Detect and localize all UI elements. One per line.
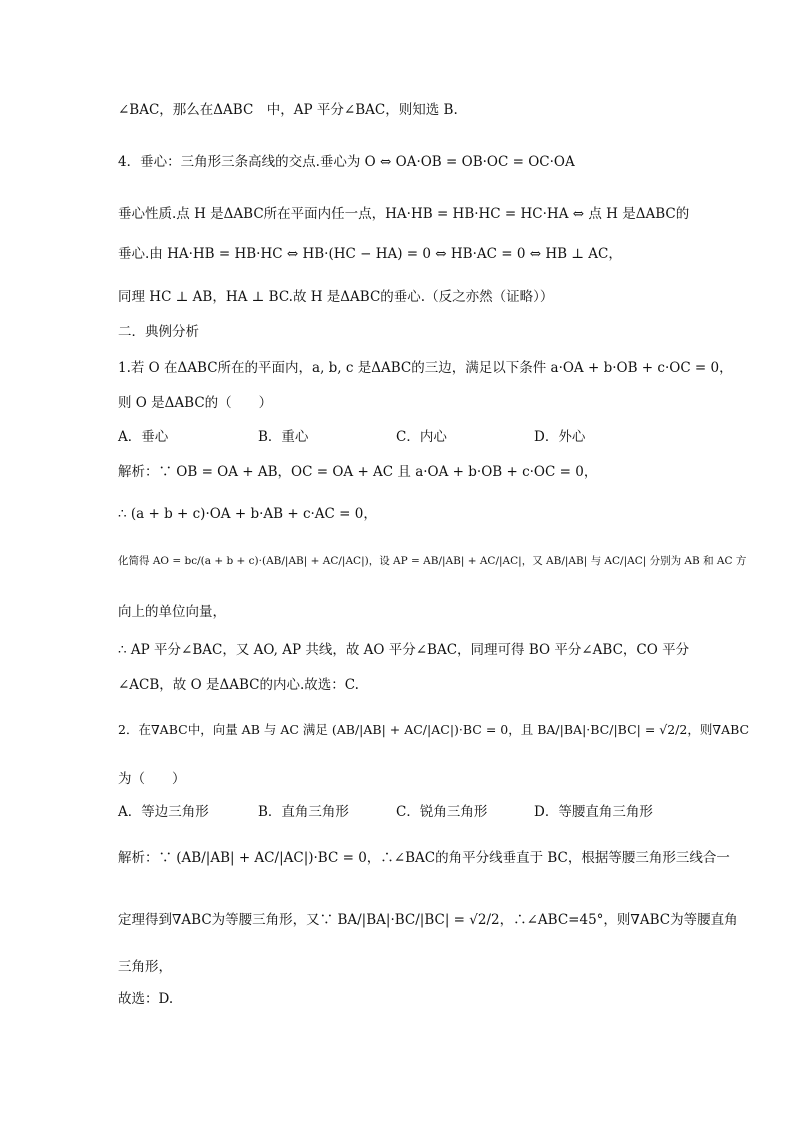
q2-option-a: A．等边三角形 <box>118 804 209 820</box>
solution-1-line-5: ∴ AP 平分∠BAC，又 AO, AP 共线，故 AO 平分∠BAC，同理可得 BO 平分∠ABC，CO 平分 <box>118 642 690 658</box>
text-line-3: 垂心性质.点 H 是ΔABC所在平面内任一点，HA·HB = HB·HC = HC·HA ⇔ 点 H 是ΔABC的 <box>118 206 690 222</box>
solution-2-line-3: 三角形， <box>118 959 172 975</box>
solution-1-line-1: 解析：∵ OB = OA + AB，OC = OA + AC 且 a·OA + b·OB + c·OC = 0， <box>118 464 598 480</box>
text-line-4: 垂心.由 HA·HB = HB·HC ⇔ HB·(HC − HA) = 0 ⇔ HB·AC = 0 ⇔ HB ⊥ AC， <box>118 246 622 262</box>
solution-1-line-2: ∴ (a + b + c)·OA + b·AB + c·AC = 0， <box>118 506 377 522</box>
question-2-stem-cont: 为（ ） <box>118 771 186 787</box>
q1-option-d: D．外心 <box>534 429 586 445</box>
solution-1-line-3: 化简得 AO = bc/(a + b + c)·(AB/|AB| + AC/|AC|)，设 AP = AB/|AB| + AC/|AC|，又 AB/|AB| 与 AC/|AC| 分别为 AB 和 AC 方 <box>118 555 747 567</box>
solution-2-line-2: 定理得到∇ABC为等腰三角形，又∵ BA/|BA|·BC/|BC| = √2/2，∴∠ABC=45°，则∇ABC为等腰直角 <box>118 912 738 928</box>
solution-2-line-4: 故选：D. <box>118 991 174 1007</box>
solution-1-line-4: 向上的单位向量， <box>118 604 226 620</box>
q2-option-d: D．等腰直角三角形 <box>534 804 653 820</box>
q2-option-c: C．锐角三角形 <box>396 804 488 820</box>
solution-2-line-1: 解析：∵ (AB/|AB| + AC/|AC|)·BC = 0，∴∠BAC的角平分线垂直于 BC，根据等腰三角形三线合一 <box>118 850 730 866</box>
text-line-1: ∠BAC，那么在ΔABC 中，AP 平分∠BAC，则知选 B. <box>118 102 458 118</box>
text-line-2: 4．垂心：三角形三条高线的交点.垂心为 O ⇔ OA·OB = OB·OC = OC·OA <box>118 154 575 170</box>
q1-option-b: B．重心 <box>258 429 309 445</box>
section-heading: 二．典例分析 <box>118 324 199 340</box>
q1-option-c: C．内心 <box>396 429 447 445</box>
solution-1-line-6: ∠ACB，故 O 是ΔABC的内心.故选：C. <box>118 677 359 693</box>
question-2-stem: 2．在∇ABC中，向量 AB 与 AC 满足 (AB/|AB| + AC/|AC|)·BC = 0，且 BA/|BA|·BC/|BC| = √2/2，则∇ABC <box>118 722 750 737</box>
q2-option-b: B．直角三角形 <box>258 804 349 820</box>
question-1-stem-cont: 则 O 是ΔABC的（ ） <box>118 395 273 411</box>
q1-option-a: A．垂心 <box>118 429 169 445</box>
question-1-stem: 1.若 O 在ΔABC所在的平面内，a, b, c 是ΔABC的三边，满足以下条件 a·OA + b·OB + c·OC = 0， <box>118 360 733 376</box>
text-line-5: 同理 HC ⊥ AB，HA ⊥ BC.故 H 是ΔABC的垂心.（反之亦然（证略）） <box>118 289 554 305</box>
